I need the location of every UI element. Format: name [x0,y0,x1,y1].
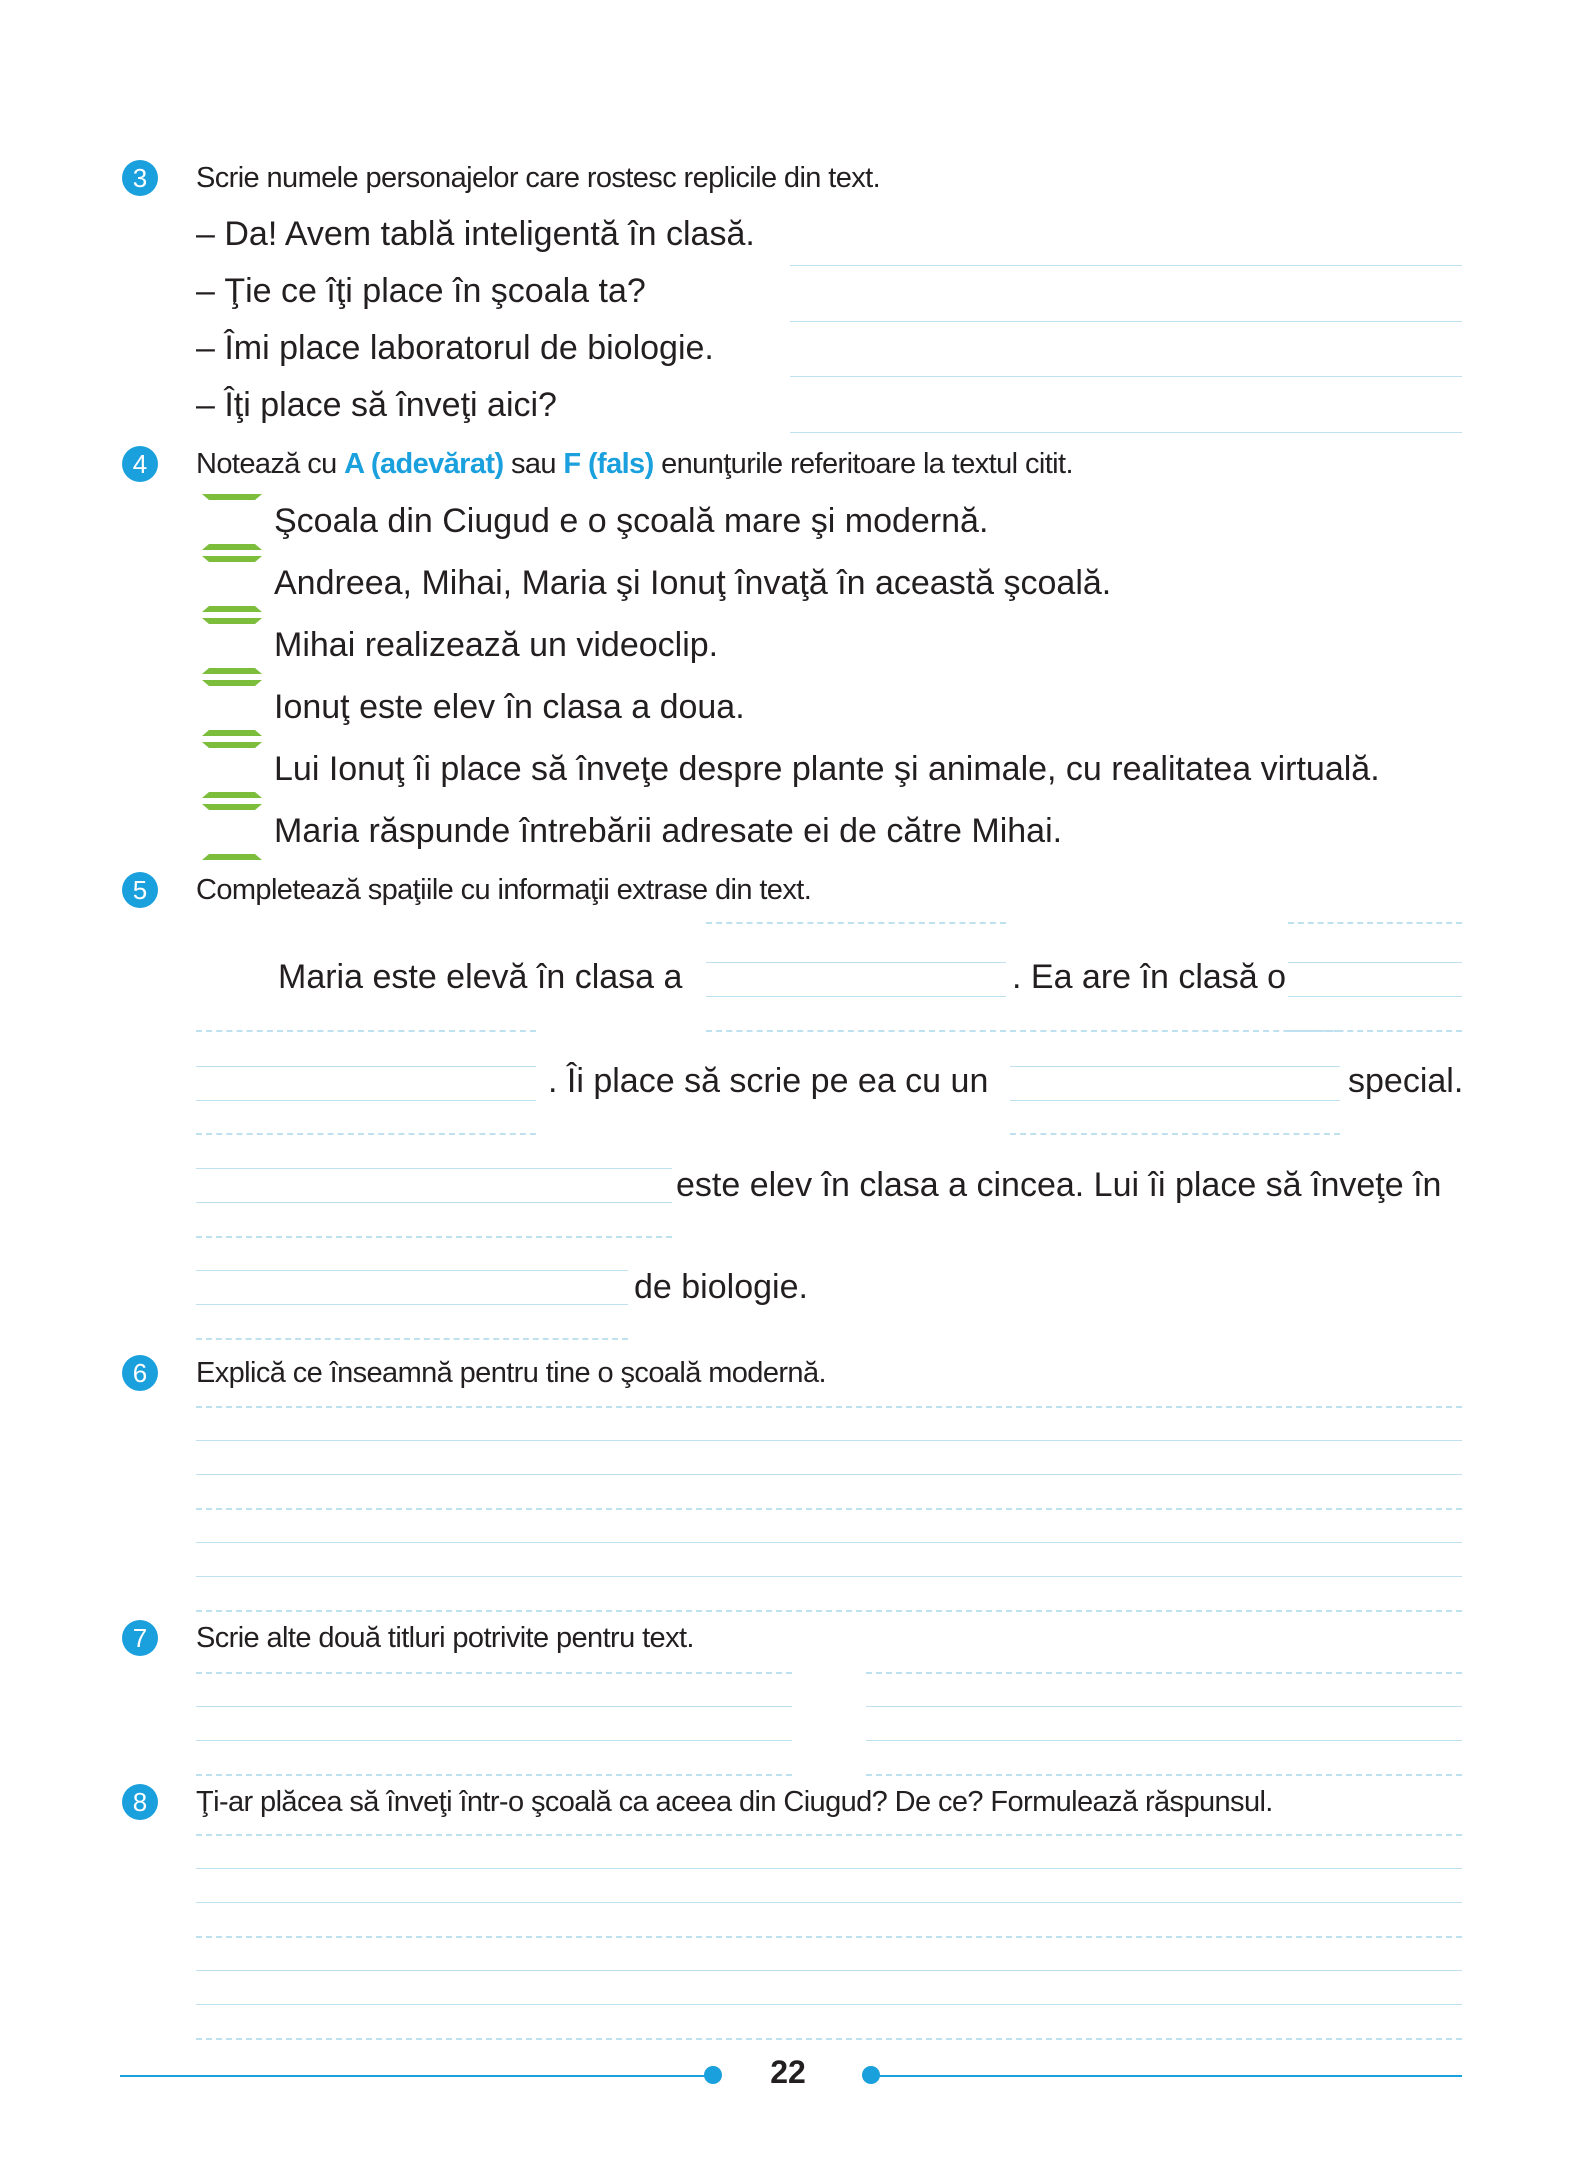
writing-line[interactable] [196,1576,1462,1577]
blank-guide [196,1168,672,1169]
fill-text-5: este elev în clasa a cincea. Lui îi place să înveţe în [676,1166,1442,1204]
title-line-right[interactable] [866,1740,1462,1741]
fill-blank-4[interactable] [1010,1100,1340,1101]
answer-checkbox[interactable] [200,802,264,862]
fill-blank-6[interactable] [196,1304,628,1305]
dialog-line-3: – Îmi place laboratorul de biologie. [196,329,714,367]
fill-text-4: special. [1348,1062,1464,1100]
footer-rule-right [870,2075,1462,2077]
fill-text-1: Maria este elevă în clasa a [278,958,683,996]
writing-line[interactable] [196,1508,1462,1510]
fill-text-3: . Îi place să scrie pe ea cu un [548,1062,989,1100]
exercise-5-instruction: Completează spaţiile cu informaţii extrase din text. [196,874,812,906]
dialog-line-2: – Ţie ce îţi place în şcoala ta? [196,272,646,310]
footer-dot-left [704,2066,722,2084]
fill-blank-1[interactable] [706,996,1006,997]
blank-guide [706,962,1006,963]
blank-guide [196,1133,536,1135]
statement-2: Andreea, Mihai, Maria şi Ionuţ învaţă în această şcoală. [274,564,1112,602]
blank-guide [706,1030,1006,1032]
answer-checkbox[interactable] [200,678,264,738]
answer-checkbox[interactable] [200,554,264,614]
exercise-8-number: 8 [122,1784,158,1820]
writing-line[interactable] [196,1936,1462,1938]
title-line-left[interactable] [196,1706,792,1707]
blank-guide [1010,1030,1340,1032]
writing-line[interactable] [196,1542,1462,1543]
fill-text-2: . Ea are în clasă o [1012,958,1287,996]
instruction-text: Notează cu [196,448,345,480]
writing-line[interactable] [196,1474,1462,1475]
fill-blank-3[interactable] [196,1100,536,1101]
statement-6: Maria răspunde întrebării adresate ei de către Mihai. [274,812,1063,850]
title-line-left[interactable] [196,1774,792,1776]
footer-rule-left [120,2075,714,2077]
title-line-right[interactable] [866,1706,1462,1707]
fill-blank-2[interactable] [1288,996,1462,997]
dialog-line-1: – Da! Avem tablă inteligentă în clasă. [196,215,755,253]
writing-line[interactable] [196,1970,1462,1971]
answer-checkbox[interactable] [200,616,264,676]
exercise-8-instruction: Ţi-ar plăcea să înveţi într-o şcoală ca aceea din Ciugud? De ce? Formulează răspunsul. [196,1786,1273,1818]
instruction-text: enunţurile referitoare la textul citit. [653,448,1073,480]
writing-line[interactable] [196,1902,1462,1903]
answer-line-3[interactable] [790,376,1462,377]
instruction-text: sau [503,448,564,480]
blank-guide [1288,922,1462,924]
blank-guide [1010,1133,1340,1135]
statement-4: Ionuţ este elev în clasa a doua. [274,688,745,726]
title-line-left[interactable] [196,1672,792,1674]
writing-line[interactable] [196,2038,1462,2040]
writing-line[interactable] [196,2004,1462,2005]
title-line-right[interactable] [866,1672,1462,1674]
true-label: A (adevărat) [344,448,504,480]
writing-line[interactable] [196,1834,1462,1836]
exercise-3-instruction: Scrie numele personajelor care rostesc replicile din text. [196,162,881,194]
blank-guide [1288,962,1462,963]
false-label: F (fals) [563,448,654,480]
blank-guide [196,1338,628,1340]
exercise-7-number: 7 [122,1620,158,1656]
blank-guide [196,1030,536,1032]
exercise-6-instruction: Explică ce înseamnă pentru tine o şcoală modernă. [196,1357,826,1389]
page-number: 22 [770,2054,806,2090]
blank-guide [196,1270,628,1271]
answer-checkbox[interactable] [200,492,264,552]
answer-line-2[interactable] [790,321,1462,322]
blank-guide [706,922,1006,924]
title-line-right[interactable] [866,1774,1462,1776]
answer-line-1[interactable] [790,265,1462,266]
answer-line-4[interactable] [790,432,1462,433]
writing-line[interactable] [196,1868,1462,1869]
title-line-left[interactable] [196,1740,792,1741]
writing-line[interactable] [196,1406,1462,1408]
exercise-5-number: 5 [122,872,158,908]
fill-blank-5[interactable] [196,1202,672,1203]
writing-line[interactable] [196,1440,1462,1441]
dialog-line-4: – Îţi place să înveţi aici? [196,386,557,424]
exercise-6-number: 6 [122,1355,158,1391]
statement-1: Şcoala din Ciugud e o şcoală mare şi modernă. [274,502,989,540]
blank-guide [196,1236,672,1238]
exercise-4-instruction [196,448,1073,481]
statement-3: Mihai realizează un videoclip. [274,626,719,664]
answer-checkbox[interactable] [200,740,264,800]
exercise-3-number: 3 [122,160,158,196]
statement-5: Lui Ionuţ îi place să înveţe despre plante şi animale, cu realitatea virtuală. [274,750,1380,788]
exercise-4-number: 4 [122,446,158,482]
blank-guide [1010,1066,1340,1067]
writing-line[interactable] [196,1610,1462,1612]
exercise-7-instruction: Scrie alte două titluri potrivite pentru text. [196,1622,694,1654]
fill-text-6: de biologie. [634,1268,808,1306]
blank-guide [196,1066,536,1067]
